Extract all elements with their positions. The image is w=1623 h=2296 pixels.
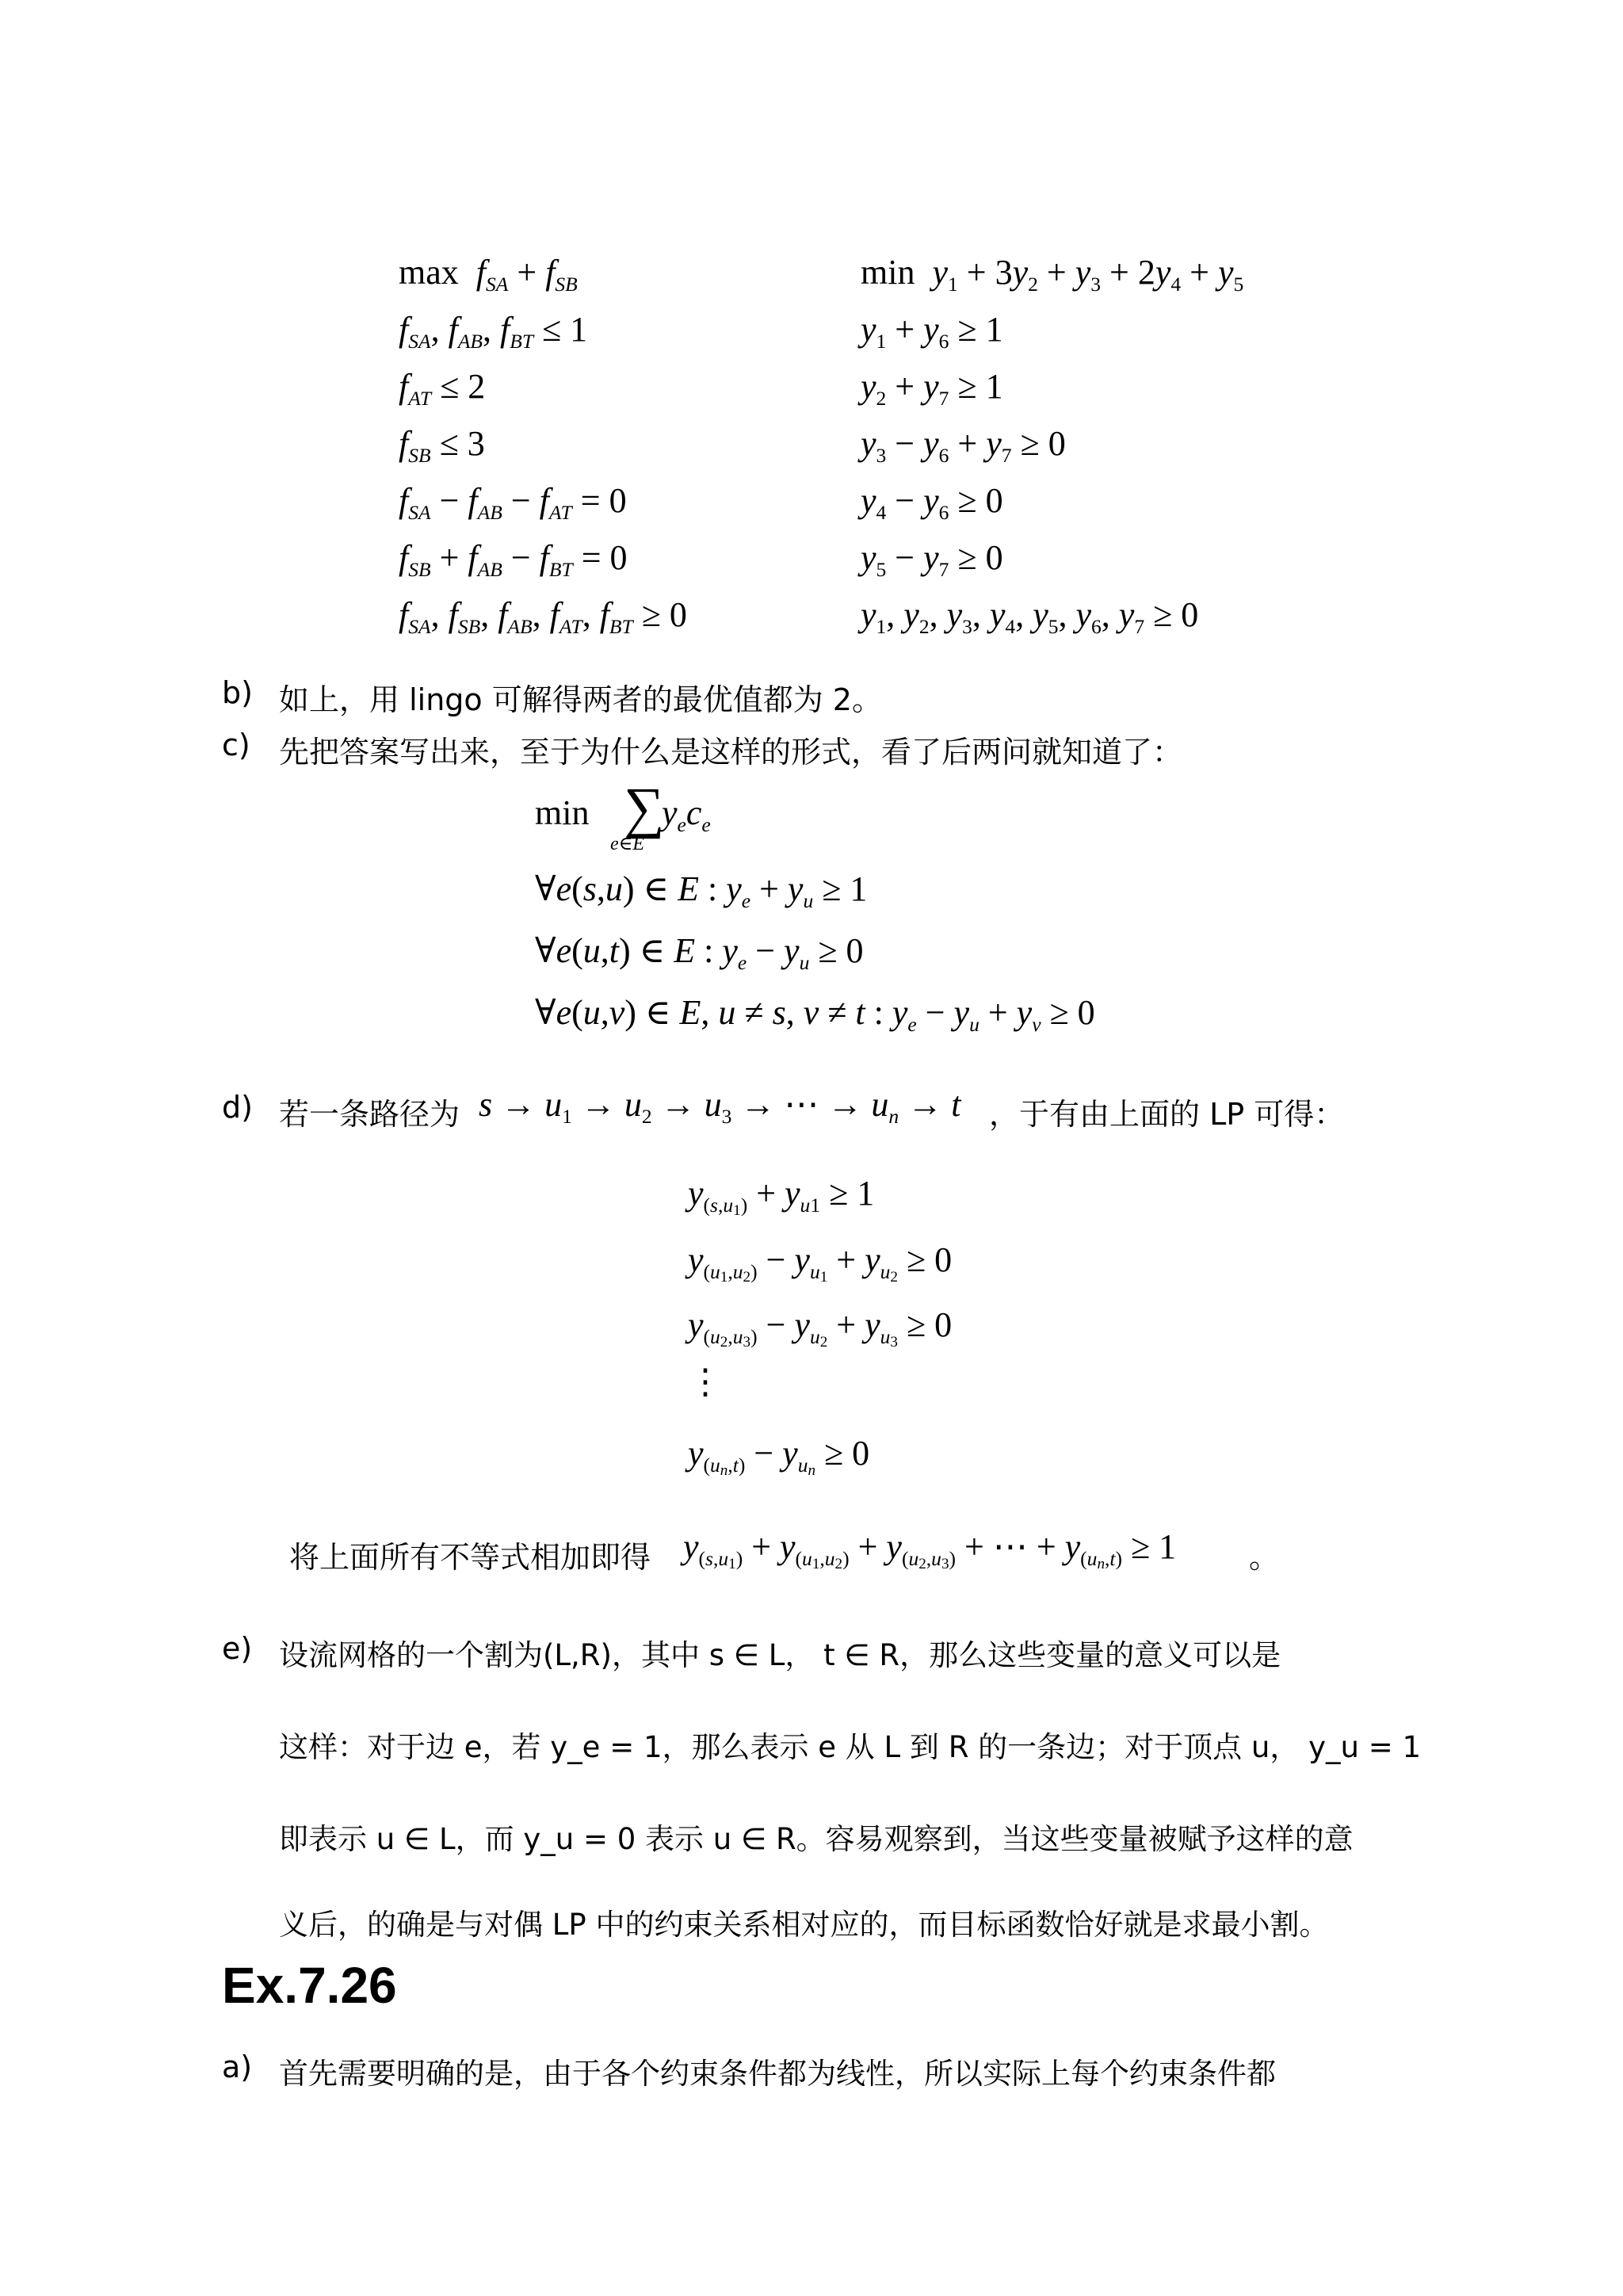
part-d-text-before: 若一条路径为 xyxy=(279,1097,460,1132)
formula-c-objective: min xyxy=(535,793,590,832)
path-inequality: $y_{(s,u_1)} + y_{u1} \ge 1$ xyxy=(688,1174,875,1219)
dual-constraint: $y_3 - y_6 + y_7 \ge 0$ xyxy=(861,424,1066,467)
part-e-line: 义后，的确是与对偶 LP 中的约束关系相对应的，而目标函数恰好就是求最小割。 xyxy=(279,1908,1329,1942)
primal-objective: $\max f_{SA} + f_{SB}$ xyxy=(399,253,578,296)
primal-constraint: $f_{SB} + f_{AB} - f_{BT} = 0$ xyxy=(399,538,628,581)
primal-constraint: $f_{SA}$, $f_{SB}$, $f_{AB}$, $f_{AT}$, $f_{BT} \ge 0$ xyxy=(399,595,687,638)
path-inequality: $y_{(u_n,t)} - y_{u_n} \ge 0$ xyxy=(688,1434,870,1479)
part-e-label: e) xyxy=(222,1631,253,1666)
part-e-line: 设流网格的一个割为(L,R)，其中 s ∈ L， t ∈ R，那么这些变量的意义可以是 xyxy=(279,1638,1281,1672)
dual-constraint: $y_5 - y_7 \ge 0$ xyxy=(861,538,1003,581)
sum-text: 将上面所有不等式相加即得 xyxy=(289,1540,651,1575)
formula-c-constraint: ∀e(s,u) ∈ E : $y_e + y_u \ge 1$ xyxy=(535,869,868,912)
path-inequality: $y_{(u_2,u_3)} - y_{u_2} + y_{u_3} \ge 0$ xyxy=(688,1305,953,1350)
path-formula: $s \to u_1 \to u_2 \to u_3$ → ⋯ → $u_n \to t$ xyxy=(479,1085,961,1128)
primal-constraint: $f_{SA}$, $f_{AB}$, $f_{BT} \le 1$ xyxy=(399,310,588,353)
summation-symbol: ∑ xyxy=(624,776,665,839)
part-a-label: a) xyxy=(222,2050,253,2084)
dual-constraint: $y_2 + y_7 \ge 1$ xyxy=(861,367,1003,410)
part-b-label: b) xyxy=(222,675,253,710)
part-c-text: 先把答案写出来，至于为什么是这样的形式，看了后两问就知道了： xyxy=(279,735,1183,770)
summation-index: e∈E xyxy=(610,834,645,854)
dual-constraint: $y_1$, $y_2$, $y_3$, $y_4$, $y_5$, $y_6$, $y_7 \ge 0$ xyxy=(861,595,1199,638)
formula-c-constraint: ∀e(u,v) ∈ E, u ≠ s, v ≠ t : $y_e - y_u + y_v \ge 0$ xyxy=(535,993,1095,1036)
vertical-ellipsis: ⋮ xyxy=(688,1362,723,1401)
part-c-label: c) xyxy=(222,728,250,762)
part-e-line: 这样：对于边 e，若 y_e = 1，那么表示 e 从 L 到 R 的一条边；对于顶点 u， y_u = 1 xyxy=(279,1730,1422,1764)
part-d-text-after: ，于有由上面的 LP 可得： xyxy=(989,1097,1345,1132)
part-d-label: d) xyxy=(222,1090,253,1125)
formula-c-objective-term: $y_ec_e$ xyxy=(662,793,711,836)
path-inequality: $y_{(u_1,u_2)} - y_{u_1} + y_{u_2} \ge 0$ xyxy=(688,1240,953,1286)
formula-c-constraint: ∀e(u,t) ∈ E : $y_e - y_u \ge 0$ xyxy=(535,931,864,974)
primal-constraint: $f_{SB} \le 3$ xyxy=(399,424,485,467)
part-a-text: 首先需要明确的是，由于各个约束条件都为线性，所以实际上每个约束条件都 xyxy=(279,2057,1276,2091)
dual-objective: $\min y_1 + 3y_2 + y_3 + 2y_4 + y_5$ xyxy=(861,253,1244,296)
section-heading: Ex.7.26 xyxy=(222,1957,397,2014)
sum-formula: $y_{(s,u_1)} + y_{(u_1,u_2)} + y_{(u_2,u_3)}$ + ⋯ + $y_{(u_n,t)} \ge 1$ xyxy=(683,1527,1177,1572)
part-b-text: 如上，用 lingo 可解得两者的最优值都为 2。 xyxy=(279,682,882,717)
sum-period: 。 xyxy=(1249,1540,1280,1575)
dual-constraint: $y_4 - y_6 \ge 0$ xyxy=(861,481,1003,524)
part-e-line: 即表示 u ∈ L，而 y_u = 0 表示 u ∈ R。容易观察到，当这些变量被赋予这样的意 xyxy=(279,1822,1354,1856)
dual-constraint: $y_1 + y_6 \ge 1$ xyxy=(861,310,1003,353)
primal-constraint: $f_{AT} \le 2$ xyxy=(399,367,486,410)
primal-constraint: $f_{SA} - f_{AB} - f_{AT} = 0$ xyxy=(399,481,627,524)
